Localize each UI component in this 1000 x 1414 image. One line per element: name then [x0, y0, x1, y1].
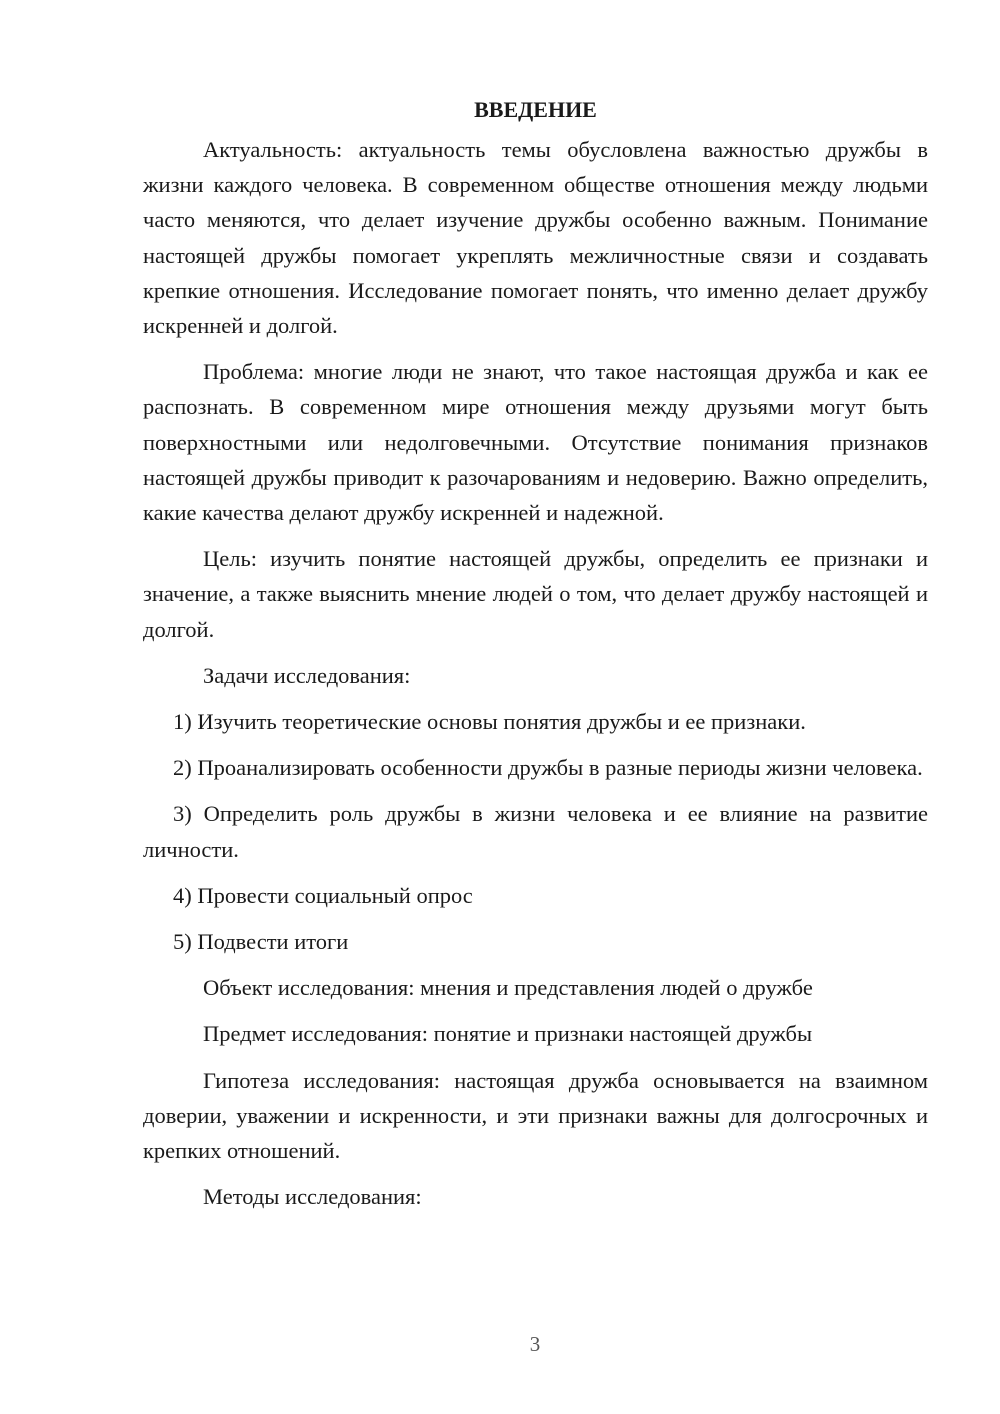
methods-title: Методы исследования: [203, 1184, 422, 1210]
subject-paragraph: Предмет исследования: понятие и признаки настоящей дружбы [203, 1021, 813, 1047]
relevance-paragraph: Актуальность: актуальность темы обусловлена важностью дружбы в жизни каждого человека. В современном обществе отношения между людьми часто меняются, что делает изучение дружбы особенно важным. Понимание настоящей дружбы помогает укреплять межличностные связи и создавать крепкие отношения. Исследование помогает понять, что именно делает дружбу искренней и долгой. [143, 137, 928, 339]
page-number: 3 [529, 1332, 541, 1356]
hypothesis-paragraph: Гипотеза исследования: настоящая дружба основывается на взаимном доверии, уважении и искренности, и эти признаки важны для долгосрочных и крепких отношений. [143, 1067, 928, 1164]
task-item: 2) Проанализировать особенности дружбы в разные периоды жизни человека. [173, 755, 923, 781]
task-item: 5) Подвести итоги [173, 929, 349, 955]
task-item: 4) Провести социальный опрос [173, 882, 473, 908]
object-paragraph: Объект исследования: мнения и представления людей о дружбе [203, 975, 813, 1001]
tasks-title: Задачи исследования: [203, 662, 411, 688]
task-item: 1) Изучить теоретические основы понятия дружбы и ее признаки. [173, 709, 806, 735]
goal-paragraph: Цель: изучить понятие настоящей дружбы, определить ее признаки и значение, а также выяснить мнение людей о том, что делает дружбу настоящей и долгой. [143, 546, 928, 642]
task-item: 3) Определить роль дружбы в жизни человека и ее влияние на развитие личности. [143, 801, 928, 862]
document-page [143, 92, 928, 1225]
problem-paragraph: Проблема: многие люди не знают, что такое настоящая дружба и как ее распознать. В современном мире отношения между друзьями могут быть поверхностными или недолговечными. Отсутствие понимания признаков настоящей дружбы приводит к разочарованиям и недоверию. Важно определить, какие качества делают дружбу искренней и надежной. [143, 359, 928, 526]
section-heading: ВВЕДЕНИЕ [474, 97, 597, 122]
